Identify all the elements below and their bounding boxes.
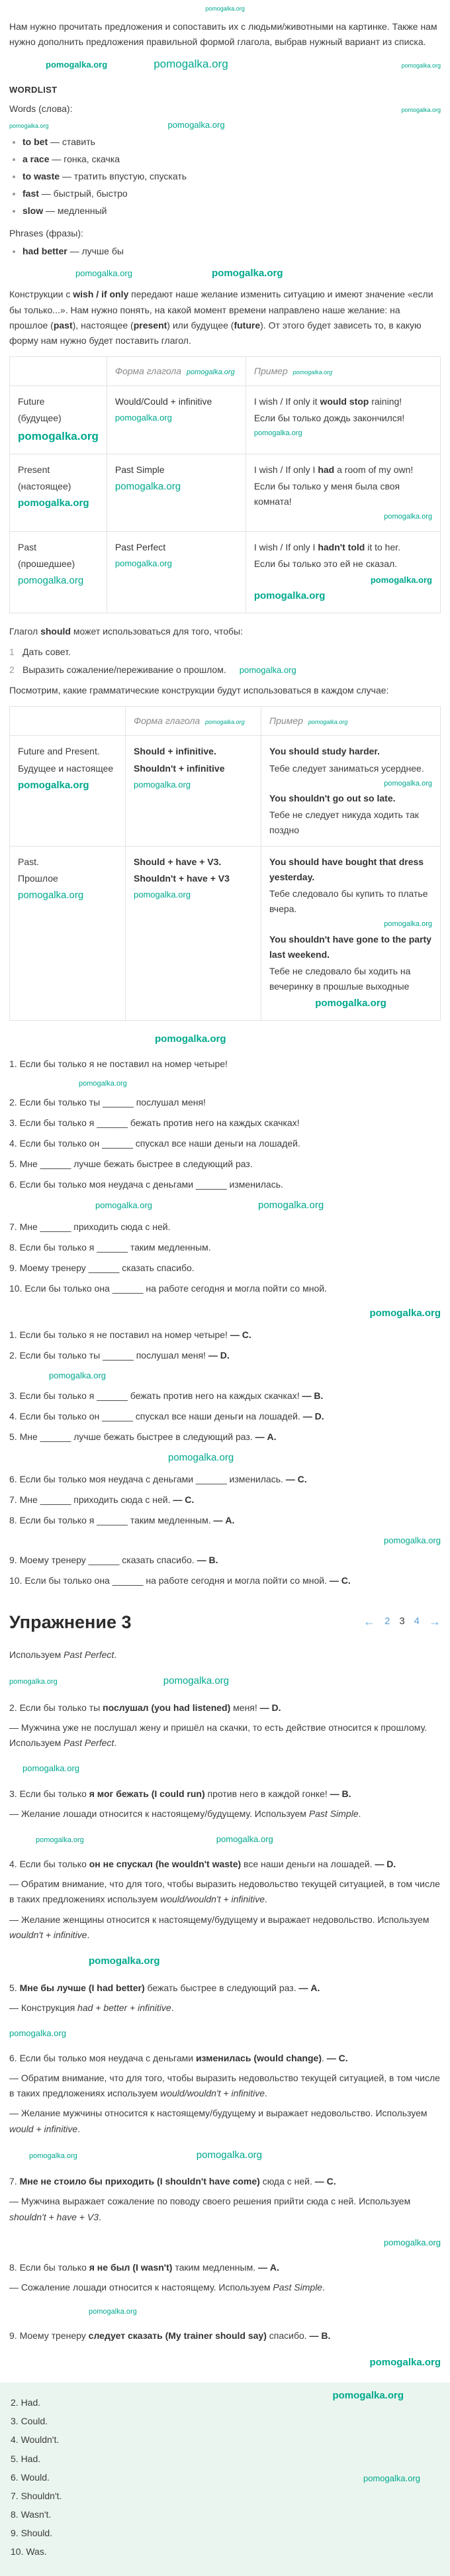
exercise-sentences-with-answers <box>9 1306 441 1588</box>
tense-name-ru: (настоящее) <box>18 481 71 492</box>
answer-line: 7. Shouldn't. <box>11 2490 62 2501</box>
solution-line: — Мужчина уже не послушал жену и пришёл на скачки, то есть действие относится к прошлому. Используем Past Perfect. <box>9 1722 428 1749</box>
table-header-example-label: Пример <box>253 365 288 376</box>
watermark: pomogalka.org <box>9 1678 58 1686</box>
watermark: pomogalka.org <box>167 119 225 130</box>
answer-line: 6. Would. <box>11 2471 50 2483</box>
table-row-present <box>10 454 441 531</box>
watermark: pomogalka.org <box>239 665 296 676</box>
wordlist-item: • fast — быстрый, быстро <box>22 186 441 201</box>
watermark: pomogalka.org <box>114 558 172 568</box>
table-header-empty <box>10 707 126 736</box>
wordlist-words <box>22 134 441 219</box>
watermark: pomogalka.org <box>155 1033 226 1045</box>
wordlist-words-label-row <box>9 101 441 117</box>
solution-line: 5. Мне бы лучше (I had better) бежать быстрее в следующий раз. — A. <box>9 1982 320 1993</box>
watermark-row <box>9 1832 441 1846</box>
watermark-row <box>9 2026 441 2040</box>
watermark: pomogalka.org <box>134 890 191 900</box>
should-use-item <box>9 662 441 678</box>
watermark: pomogalka.org <box>9 122 49 129</box>
example-ru: Если бы только у меня была своя комната! <box>253 481 400 507</box>
exercise-sentence: 5. Мне ______ лучше бежать быстрее в следующий раз. <box>9 1158 253 1169</box>
pagination-page-4[interactable]: 4 <box>414 1616 420 1627</box>
exercise-sentence-answer: 8. Если бы только я ______ таким медленным. — A. <box>9 1514 235 1525</box>
example-en: You shouldn't have gone to the party last weekend. <box>269 933 431 960</box>
exercise-sentence-answer: 6. Если бы только моя неудача с деньгами ______ изменилась. — C. <box>9 1473 307 1484</box>
solution-line: — Мужчина выражает сожаление по поводу своего решения прийти сюда с ней. Используем shouldn't + have + V3. <box>9 2196 411 2222</box>
watermark-row <box>9 4 441 14</box>
wordlist-item: • slow — медленный <box>22 203 441 219</box>
grammar-form: Past Perfect <box>114 541 166 552</box>
watermark-row <box>9 266 441 282</box>
watermark-row <box>9 1673 441 1690</box>
exercise-sentence-answer: 1. Если бы только я не поставил на номер четыре! — C. <box>9 1329 251 1340</box>
table-row-future <box>10 386 441 454</box>
list-number: 1 <box>9 646 15 658</box>
watermark: pomogalka.org <box>134 779 191 790</box>
should-forms-table <box>9 706 441 1020</box>
watermark-row <box>9 2147 441 2164</box>
watermark: pomogalka.org <box>401 106 441 113</box>
watermark: pomogalka.org <box>89 2308 137 2316</box>
tense-name: Present <box>18 464 50 476</box>
form-cell <box>107 531 246 613</box>
exercise-sentence: 8. Если бы только я ______ таким медленным. <box>9 1241 211 1253</box>
wordlist-phrases-label-row <box>9 226 441 241</box>
watermark: pomogalka.org <box>18 890 84 902</box>
example-en: I wish / If only I hadn't told it to her. <box>253 541 401 552</box>
watermark: pomogalka.org <box>253 590 326 602</box>
table-header-empty <box>10 356 107 386</box>
wordlist-item: • a race — гонка, скачка <box>22 152 441 167</box>
tense-cell <box>10 454 107 531</box>
answer-line: 3. Could. <box>11 2416 48 2427</box>
should-use-text: Выразить сожаление/переживание о прошлом. <box>22 664 226 676</box>
solution-item <box>9 2174 441 2224</box>
watermark: pomogalka.org <box>384 513 432 521</box>
solution-line: 3. Если бы только я мог бежать (I could run) против него в каждой гонке! — B. <box>9 1788 351 1799</box>
wordlist-phrases-label: Phrases (фразы): <box>9 227 83 238</box>
form-cell <box>126 736 261 847</box>
intro-paragraph: Нам нужно прочитать предложения и сопоставить их с людьми/животными на картинке. Также нам нужно дополнить предложения правильной формой глагола, выбрав нужный вариант из списка. <box>9 21 437 47</box>
tense-cell <box>10 531 107 613</box>
solution-item <box>9 2260 441 2295</box>
example-en: I wish / If only I had a room of my own! <box>253 464 414 476</box>
grammar-form: Shouldn't + have + V3 <box>134 873 230 884</box>
watermark-row <box>9 1078 441 1090</box>
watermark: pomogalka.org <box>308 719 348 726</box>
table-header-form-label: Форма глагола <box>134 715 201 727</box>
watermark-row <box>9 2236 441 2249</box>
example-ru: Тебе следовало бы купить то платье вчера. <box>269 888 428 915</box>
tense-name-ru: (прошедшее) <box>18 558 75 569</box>
watermark: pomogalka.org <box>95 1200 152 1211</box>
watermark: pomogalka.org <box>292 368 333 376</box>
exercise-title: Упражнение 3 <box>9 1612 132 1632</box>
watermark: pomogalka.org <box>114 413 172 423</box>
exercise-sentence-answer: 10. Если бы только она ______ на работе сегодня и могла пойти со мной. — C. <box>9 1575 351 1586</box>
form-cell <box>126 847 261 1021</box>
example-en: I wish / If only it would stop raining! <box>253 395 402 407</box>
exercise-sentences <box>9 1056 441 1296</box>
example-cell <box>246 531 440 613</box>
wordlist-item: • to waste — тратить впустую, спускать <box>22 169 441 184</box>
watermark-row <box>9 118 441 132</box>
example-en: You should have bought that dress yesterday. <box>269 856 424 883</box>
watermark: pomogalka.org <box>46 60 108 70</box>
pagination-page-2[interactable]: 2 <box>384 1616 390 1627</box>
watermark: pomogalka.org <box>205 719 245 726</box>
watermark: pomogalka.org <box>9 2028 66 2038</box>
example-ru: Тебе не следует никуда ходить так поздно <box>269 809 419 835</box>
watermark: pomogalka.org <box>315 997 386 1009</box>
watermark: pomogalka.org <box>212 267 283 279</box>
exercise-sentence: 7. Мне ______ приходить сюда с ней. <box>9 1221 171 1232</box>
watermark: pomogalka.org <box>168 1451 234 1463</box>
tense-name-ru: Будущее и настоящее <box>18 762 114 774</box>
watermark: pomogalka.org <box>18 497 89 509</box>
table-header-row <box>10 356 441 386</box>
theory-paragraph-2: Посмотрим, какие грамматические конструкции будут использоваться в каждом случае: <box>9 685 389 696</box>
table-header-example-label: Пример <box>269 715 303 727</box>
watermark: pomogalka.org <box>196 2149 263 2161</box>
solution-line: — Сожаление лошади относится к настоящему. Используем Past Simple. <box>9 2282 325 2293</box>
solution-line: Используем Past Perfect. <box>9 1649 117 1661</box>
watermark: pomogalka.org <box>22 1763 79 1774</box>
exercise-sentence-answer: 5. Мне ______ лучше бежать быстрее в следующий раз. — A. <box>9 1431 277 1442</box>
watermark: pomogalka.org <box>18 779 89 791</box>
pagination <box>363 1612 441 1632</box>
watermark: pomogalka.org <box>253 429 302 438</box>
answer-line: 9. Should. <box>11 2527 53 2538</box>
watermark-row <box>9 55 441 74</box>
tense-cell <box>10 847 126 1021</box>
grammar-form: Should + infinitive. <box>134 746 216 757</box>
grammar-form: Would/Could + infinitive <box>114 395 212 407</box>
example-ru: Если бы только дождь закончился! <box>253 413 405 424</box>
wish-forms-table <box>9 356 441 613</box>
exercise3-header <box>9 1608 441 1637</box>
watermark: pomogalka.org <box>384 779 432 788</box>
watermark-row <box>9 2306 441 2318</box>
watermark: pomogalka.org <box>114 481 181 493</box>
exercise-sentence: 9. Моему тренеру ______ сказать спасибо. <box>9 1262 195 1274</box>
exercise-sentence: 2. Если бы только ты ______ послушал меня! <box>9 1096 206 1108</box>
exercise-sentence-answer: 2. Если бы только ты ______ послушал меня! — D. <box>9 1350 230 1361</box>
table-header-form <box>107 356 246 386</box>
watermark-row <box>9 1953 441 1970</box>
watermark: pomogalka.org <box>216 1833 273 1844</box>
solution-item <box>9 1857 441 1942</box>
watermark: pomogalka.org <box>384 1535 441 1545</box>
exercise-sentence: 6. Если бы только моя неудача с деньгами ______ изменилась. <box>9 1179 283 1190</box>
exercise-sentence: 1. Если бы только я не поставил на номер четыре! <box>9 1058 228 1070</box>
tense-cell <box>10 386 107 454</box>
pagination-prev-icon[interactable]: ← <box>363 1614 375 1628</box>
watermark: pomogalka.org <box>332 2390 404 2402</box>
solution-line: 7. Мне не стоило бы приходить (I shouldn't have come) сюда с ней. — C. <box>9 2176 336 2187</box>
tense-name: Past. <box>18 856 39 868</box>
watermark: pomogalka.org <box>36 1835 84 1844</box>
tense-name-ru: Прошлое <box>18 873 58 884</box>
example-cell <box>246 386 440 454</box>
example-ru: Тебе не следовало бы ходить на вечеринку в прошлые выходные <box>269 965 411 992</box>
answer-line: 4. Wouldn't. <box>11 2434 60 2446</box>
grammar-form: Past Simple <box>114 464 165 476</box>
should-use-item <box>9 644 441 660</box>
solution-item <box>9 2328 441 2344</box>
table-row-past <box>10 847 441 1021</box>
solution-line: 9. Моему тренеру следует сказать (My trainer should say) спасибо. — B. <box>9 2330 331 2342</box>
watermark: pomogalka.org <box>370 574 432 585</box>
watermark-row <box>9 1450 441 1467</box>
watermark-row <box>9 1533 441 1547</box>
watermark: pomogalka.org <box>401 62 441 70</box>
solution-line: — Желание лошади относится к настоящему/будущему. Используем Past Simple. <box>9 1808 361 1819</box>
solution-line: — Желание женщины относится к настоящему/будущему и выражает недовольство. Используем wouldn't + infinitive. <box>9 1914 429 1940</box>
exercise-sentence-answer: 4. Если бы только он ______ спускал все наши деньги на лошадей. — D. <box>9 1410 324 1421</box>
watermark: pomogalka.org <box>384 920 432 929</box>
grammar-form: Shouldn't + infinitive <box>134 762 225 774</box>
solution-item <box>9 1981 441 2016</box>
tense-cell <box>10 736 126 847</box>
answer-line: 10. Was. <box>11 2546 47 2557</box>
table-header-example <box>246 356 440 386</box>
watermark: pomogalka.org <box>75 268 132 278</box>
watermark: pomogalka.org <box>369 2356 441 2368</box>
watermark: pomogalka.org <box>205 5 245 12</box>
wordlist-item: • to bet — ставить <box>22 134 441 150</box>
wordlist-item: • had better — лучше бы <box>22 244 441 259</box>
watermark-row <box>9 1368 441 1382</box>
exercise-sentence: 10. Если бы только она ______ на работе сегодня и могла пойти со мной. <box>9 1283 327 1294</box>
watermark: pomogalka.org <box>49 1370 106 1381</box>
watermark: pomogalka.org <box>29 2151 77 2160</box>
theory-paragraph: Конструкции с wish / if only передают наше желание изменить ситуацию и имеют значение «если бы только...». Нам нужно понять, на какой момент времени направлено наше желание: на прошлое (past), настоящее (present) или будущее (future). От этого будет зависеть то, в какую форму нам нужно будет поставить глагол. <box>9 289 433 346</box>
wordlist-title: WORDLIST <box>9 85 58 95</box>
exercise-sentence: 3. Если бы только я ______ бежать против него на каждых скачках! <box>9 1117 300 1128</box>
form-cell <box>107 454 246 531</box>
watermark: pomogalka.org <box>18 430 99 443</box>
tense-name: Future <box>18 395 45 407</box>
example-cell <box>261 736 441 847</box>
solution-line: 8. Если бы только я не был (I wasn't) таким медленным. — A. <box>9 2262 279 2273</box>
pagination-next-icon[interactable]: → <box>429 1614 441 1628</box>
watermark: pomogalka.org <box>18 574 84 586</box>
should-intro: Глагол should может использоваться для того, чтобы: <box>9 625 243 637</box>
solution-line: 4. Если бы только он не спускал (he wouldn't waste) все наши деньги на лошадей. — D. <box>9 1859 396 1870</box>
watermark-row <box>9 1761 441 1775</box>
tense-name-ru: (будущее) <box>18 413 62 424</box>
watermark-row <box>9 1306 441 1322</box>
example-ru: Тебе следует заниматься усерднее. <box>269 762 424 774</box>
example-cell <box>261 847 441 1021</box>
example-ru: Если бы только это ей не сказал. <box>253 558 398 569</box>
solution-item <box>9 1700 441 1751</box>
example-en: You shouldn't go out so late. <box>269 792 396 803</box>
table-row-future-present <box>10 736 441 847</box>
form-cell <box>107 386 246 454</box>
watermark: pomogalka.org <box>163 1675 230 1687</box>
solution-item <box>9 1786 441 1822</box>
watermark: pomogalka.org <box>89 1955 160 1967</box>
tense-name: Past <box>18 541 37 552</box>
watermark: pomogalka.org <box>384 2237 441 2247</box>
solution-item <box>9 2051 441 2136</box>
table-header-form-label: Форма глагола <box>114 365 182 376</box>
table-header-row <box>10 707 441 736</box>
solution-line: — Конструкция had + better + infinitive. <box>9 2002 174 2013</box>
watermark-row <box>9 2355 441 2371</box>
example-cell <box>246 454 440 531</box>
wordlist-phrases <box>22 244 441 259</box>
solution-line: — Обратим внимание, что для того, чтобы выразить недовольство текущей ситуацией, в том числе в таких предложениях используем would/wouldn't + infinitive. <box>9 2073 440 2099</box>
answers-box <box>0 2383 450 2576</box>
solution-line: 6. Если бы только моя неудача с деньгами изменилась (would change). — C. <box>9 2053 348 2064</box>
watermark: pomogalka.org <box>258 1200 324 1211</box>
solutions <box>9 1647 441 2371</box>
example-en: You should study harder. <box>269 746 380 757</box>
watermark: pomogalka.org <box>154 58 228 71</box>
solution-item <box>9 1647 441 1663</box>
exercise-sentence-answer: 9. Моему тренеру ______ сказать спасибо. — B. <box>9 1555 218 1566</box>
solution-line: — Обратим внимание, что для того, чтобы выразить недовольство текущей ситуацией, в том числе в таких предложениях используем would/wouldn't + infinitive. <box>9 1879 440 1905</box>
exercise-sentence: 4. Если бы только он ______ спускал все наши деньги на лошадей. <box>9 1137 300 1149</box>
table-header-example <box>261 707 441 736</box>
answer-line: 8. Wasn't. <box>11 2508 52 2520</box>
watermark: pomogalka.org <box>369 1308 441 1319</box>
answer-line: 5. Had. <box>11 2453 41 2464</box>
watermark: pomogalka.org <box>79 1079 127 1088</box>
table-header-form <box>126 707 261 736</box>
tense-name: Future and Present. <box>18 746 100 757</box>
watermark-row <box>9 1198 441 1214</box>
watermark-row <box>9 1031 441 1048</box>
solution-line: — Желание мужчины относится к настоящему/будущему и выражает недовольство. Используем would + infinitive. <box>9 2108 428 2134</box>
watermark: pomogalka.org <box>363 2473 420 2484</box>
answer-line: 2. Had. <box>11 2397 41 2408</box>
wordlist-words-label: Words (слова): <box>9 103 73 114</box>
grammar-form: Should + have + V3. <box>134 856 222 868</box>
table-row-past <box>10 531 441 613</box>
exercise-sentence-answer: 7. Мне ______ приходить сюда с ней. — C. <box>9 1494 195 1505</box>
exercise-sentence-answer: 3. Если бы только я ______ бежать против него на каждых скачках! — B. <box>9 1390 324 1401</box>
should-use-text: Дать совет. <box>22 646 71 658</box>
solution-line: 2. Если бы только ты послушал (you had listened) меня! — D. <box>9 1702 281 1713</box>
pagination-page-3-current[interactable]: 3 <box>399 1616 405 1627</box>
watermark: pomogalka.org <box>186 368 235 376</box>
list-number: 2 <box>9 664 15 676</box>
